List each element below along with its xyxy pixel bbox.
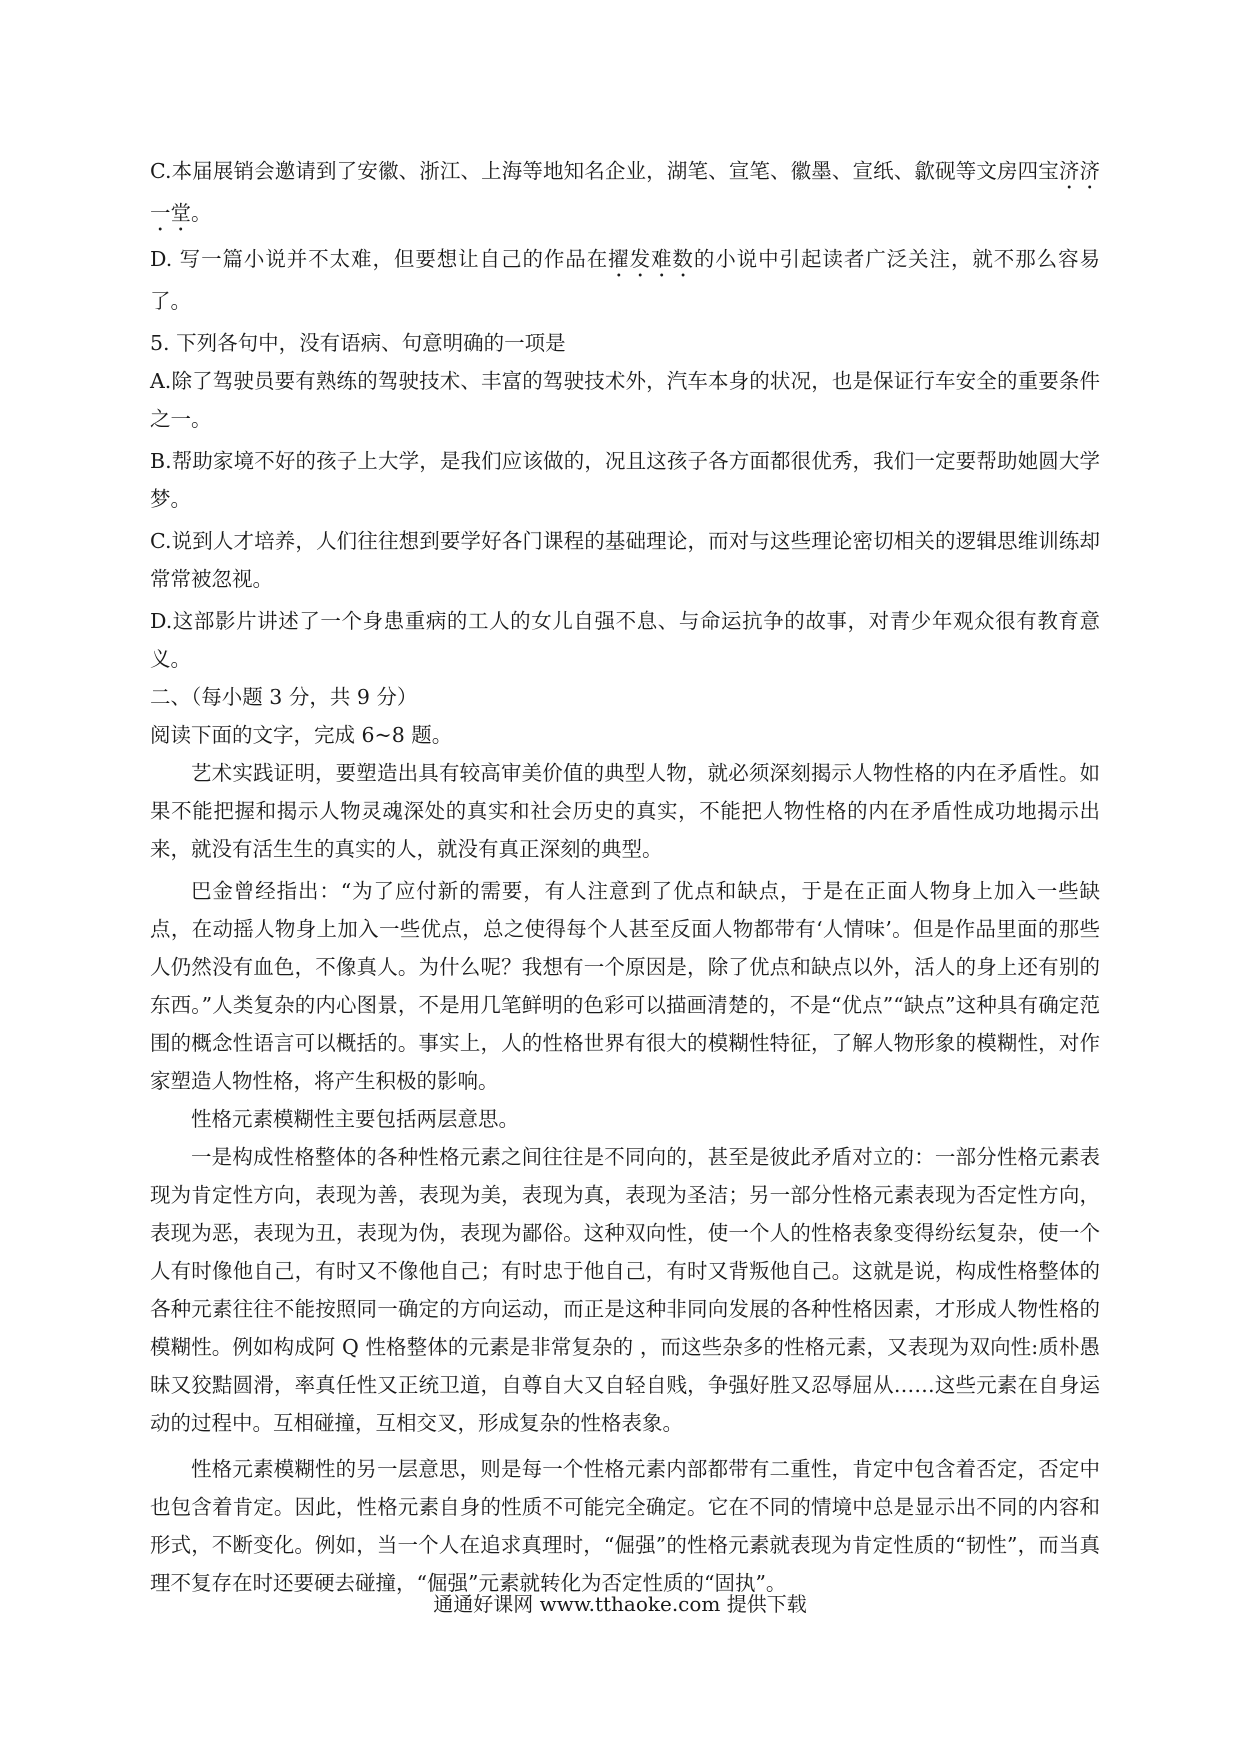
passage-paragraph-5: 性格元素模糊性的另一层意思，则是每一个性格元素内部都带有二重性，肯定中包含着否定，否定中也包含着肯定。因此，性格元素自身的性质不可能完全确定。它在不同的情境中总是显示出不同的内容和形式，不断变化。例如，当一个人在追求真理时，“倔强”的性格元素就表现为肯定性质的“韧性”，而当真理不复存在时还要硬去碰撞，“倔强”元素就转化为否定性质的“固执”。: [150, 1457, 1100, 1595]
document-page: [150, 152, 1100, 1602]
passage-paragraph-3: 性格元素模糊性主要包括两层意思。: [191, 1107, 519, 1131]
q5-option-c: C.说到人才培养，人们往往想到要学好各门课程的基础理论，而对与这些理论密切相关的逻辑思维训练却常常被忽视。: [150, 529, 1100, 591]
q5-option-a: A.除了驾驶员要有熟练的驾驶技术、丰富的驾驶技术外，汽车本身的状况，也是保证行车安全的重要条件之一。: [150, 369, 1100, 431]
q5-stem: 5. 下列各句中，没有语病、句意明确的一项是: [150, 331, 566, 355]
reading-instruction: 阅读下面的文字，完成 6~8 题。: [150, 723, 453, 747]
q5-option-b: B.帮助家境不好的孩子上大学，是我们应该做的，况且这孩子各方面都很优秀，我们一定要帮助她圆大学梦。: [150, 449, 1100, 511]
emphasized-idiom: 济济一堂: [150, 159, 1101, 225]
passage-paragraph-2: 巴金曾经指出：“为了应付新的需要，有人注意到了优点和缺点，于是在正面人物身上加入一些缺点，在动摇人物身上加入一些优点，总之使得每个人甚至反面人物都带有‘人情味’。但是作品里面的那些人仍然没有血色，不像真人。为什么呢？我想有一个原因是，除了优点和缺点以外，活人的身上还有别的东西。”人类复杂的内心图景，不是用几笔鲜明的色彩可以描画清楚的，不是“优点”“缺点”这种具有确定范围的概念性语言可以概括的。事实上，人的性格世界有很大的模糊性特征，了解人物形象的模糊性，对作家塑造人物性格，将产生积极的影响。: [150, 879, 1100, 1093]
q5-option-d: D.这部影片讲述了一个身患重病的工人的女儿自强不息、与命运抗争的故事，对青少年观众很有教育意义。: [150, 609, 1100, 671]
q4-option-d: D. 写一篇小说并不太难，但要想让自己的作品在擢发难数的小说中引起读者广泛关注，就不那么容易了。: [150, 247, 1100, 313]
section-heading: 二、（每小题 3 分，共 9 分）: [150, 685, 418, 709]
passage-paragraph-1: 艺术实践证明，要塑造出具有较高审美价值的典型人物，就必须深刻揭示人物性格的内在矛盾性。如果不能把握和揭示人物灵魂深处的真实和社会历史的真实，不能把人物性格的内在矛盾性成功地揭示出来，就没有活生生的真实的人，就没有真正深刻的典型。: [150, 761, 1100, 861]
q4-option-c: C.本届展销会邀请到了安徽、浙江、上海等地知名企业，湖笔、宣笔、徽墨、宣纸、歙砚等文房四宝济济一堂。: [150, 159, 1101, 225]
passage-paragraph-4: 一是构成性格整体的各种性格元素之间往往是不同向的，甚至是彼此矛盾对立的：一部分性格元素表现为肯定性方向，表现为善，表现为美，表现为真，表现为圣洁；另一部分性格元素表现为否定性方向，表现为恶，表现为丑，表现为伪，表现为鄙俗。这种双向性，使一个人的性格表象变得纷纭复杂，使一个人有时像他自己，有时又不像他自己；有时忠于他自己，有时又背叛他自己。这就是说，构成性格整体的各种元素往往不能按照同一确定的方向运动，而正是这种非同向发展的各种性格因素，才形成人物性格的模糊性。例如构成阿 Q 性格整体的元素是非常复杂的 ，而这些杂多的性格元素，又表现为双向性:质朴愚昧又狡黠圆滑，率真任性又正统卫道，自尊自大又自轻自贱，争强好胜又忍辱屈从……这些元素在自身运动的过程中。互相碰撞，互相交叉，形成复杂的性格表象。: [150, 1145, 1100, 1435]
page-footer: 通通好课网 www.tthaoke.com 提供下载: [433, 1592, 807, 1616]
emphasized-idiom: 擢发难数: [608, 247, 694, 271]
